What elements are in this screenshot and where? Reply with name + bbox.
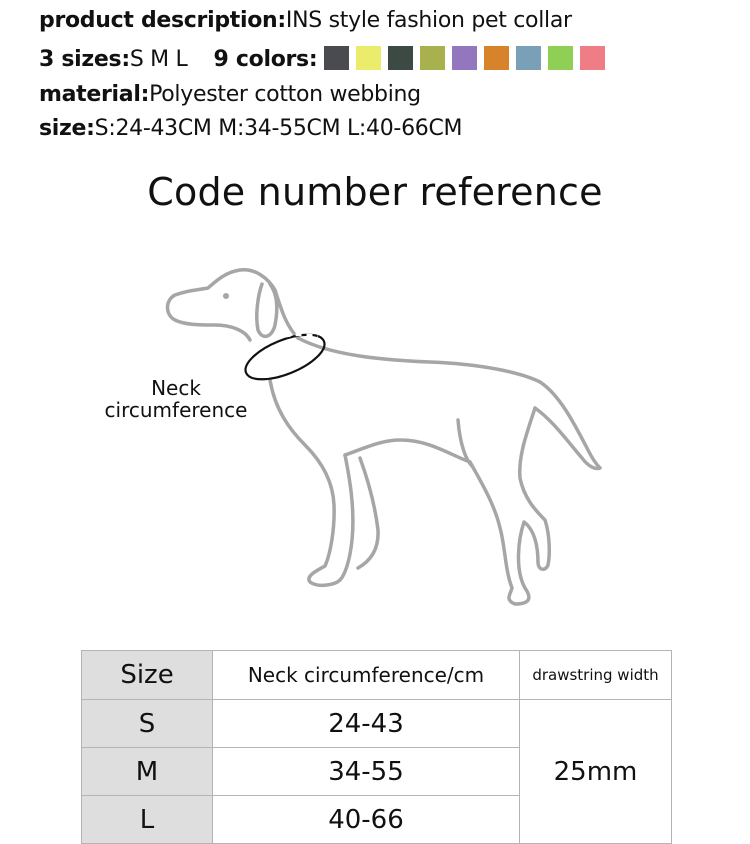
description-value: INS style fashion pet collar xyxy=(285,8,572,33)
dog-ear-outline xyxy=(257,284,277,336)
sizes-value: S M L xyxy=(129,47,188,72)
color-swatches xyxy=(324,46,612,76)
sizes-label: 3 sizes: xyxy=(39,47,130,72)
size-label: size: xyxy=(39,116,95,141)
drawstring-width-cell: 25mm xyxy=(520,700,672,844)
colors-label: 9 colors: xyxy=(213,47,318,72)
row-neck: 24-43 xyxy=(213,700,520,748)
table-row xyxy=(82,700,672,748)
dog-illustration xyxy=(100,255,620,615)
material-line xyxy=(39,82,421,107)
neck-circumference-label xyxy=(96,377,256,421)
color-swatch xyxy=(324,46,349,70)
row-size: M xyxy=(82,748,213,796)
row-neck: 34-55 xyxy=(213,748,520,796)
dog-rear-leg-outline xyxy=(470,408,549,604)
row-neck: 40-66 xyxy=(213,796,520,844)
material-label: material: xyxy=(39,82,150,107)
dog-belly-outline xyxy=(345,440,470,462)
dog-back-outline xyxy=(298,338,600,469)
row-size: S xyxy=(82,700,213,748)
color-swatch xyxy=(420,46,445,70)
color-swatch xyxy=(356,46,381,70)
size-value: S:24-43CM M:34-55CM L:40-66CM xyxy=(94,116,463,141)
color-swatch xyxy=(516,46,541,70)
header-size: Size xyxy=(82,651,213,700)
color-swatch xyxy=(548,46,573,70)
color-swatch xyxy=(452,46,477,70)
neck-label-line-2: circumference xyxy=(104,398,248,422)
dog-eye xyxy=(223,293,229,299)
color-swatch xyxy=(388,46,413,70)
size-table xyxy=(81,650,672,844)
dog-inner-leg-outline xyxy=(358,458,378,568)
sizes-colors-line xyxy=(39,46,612,76)
material-value: Polyester cotton webbing xyxy=(149,82,421,107)
table-header-row xyxy=(82,651,672,700)
row-size: L xyxy=(82,796,213,844)
page-title: Code number reference xyxy=(147,170,603,214)
header-drawstring-width: drawstring width xyxy=(520,651,672,700)
color-swatch xyxy=(580,46,605,70)
dog-front-leg-outline xyxy=(270,380,353,585)
size-line xyxy=(39,116,462,141)
neck-label-line-1: Neck xyxy=(151,376,201,400)
header-neck: Neck circumference/cm xyxy=(213,651,520,700)
color-swatch xyxy=(484,46,509,70)
description-line xyxy=(39,8,572,33)
description-label: product description: xyxy=(39,8,286,33)
